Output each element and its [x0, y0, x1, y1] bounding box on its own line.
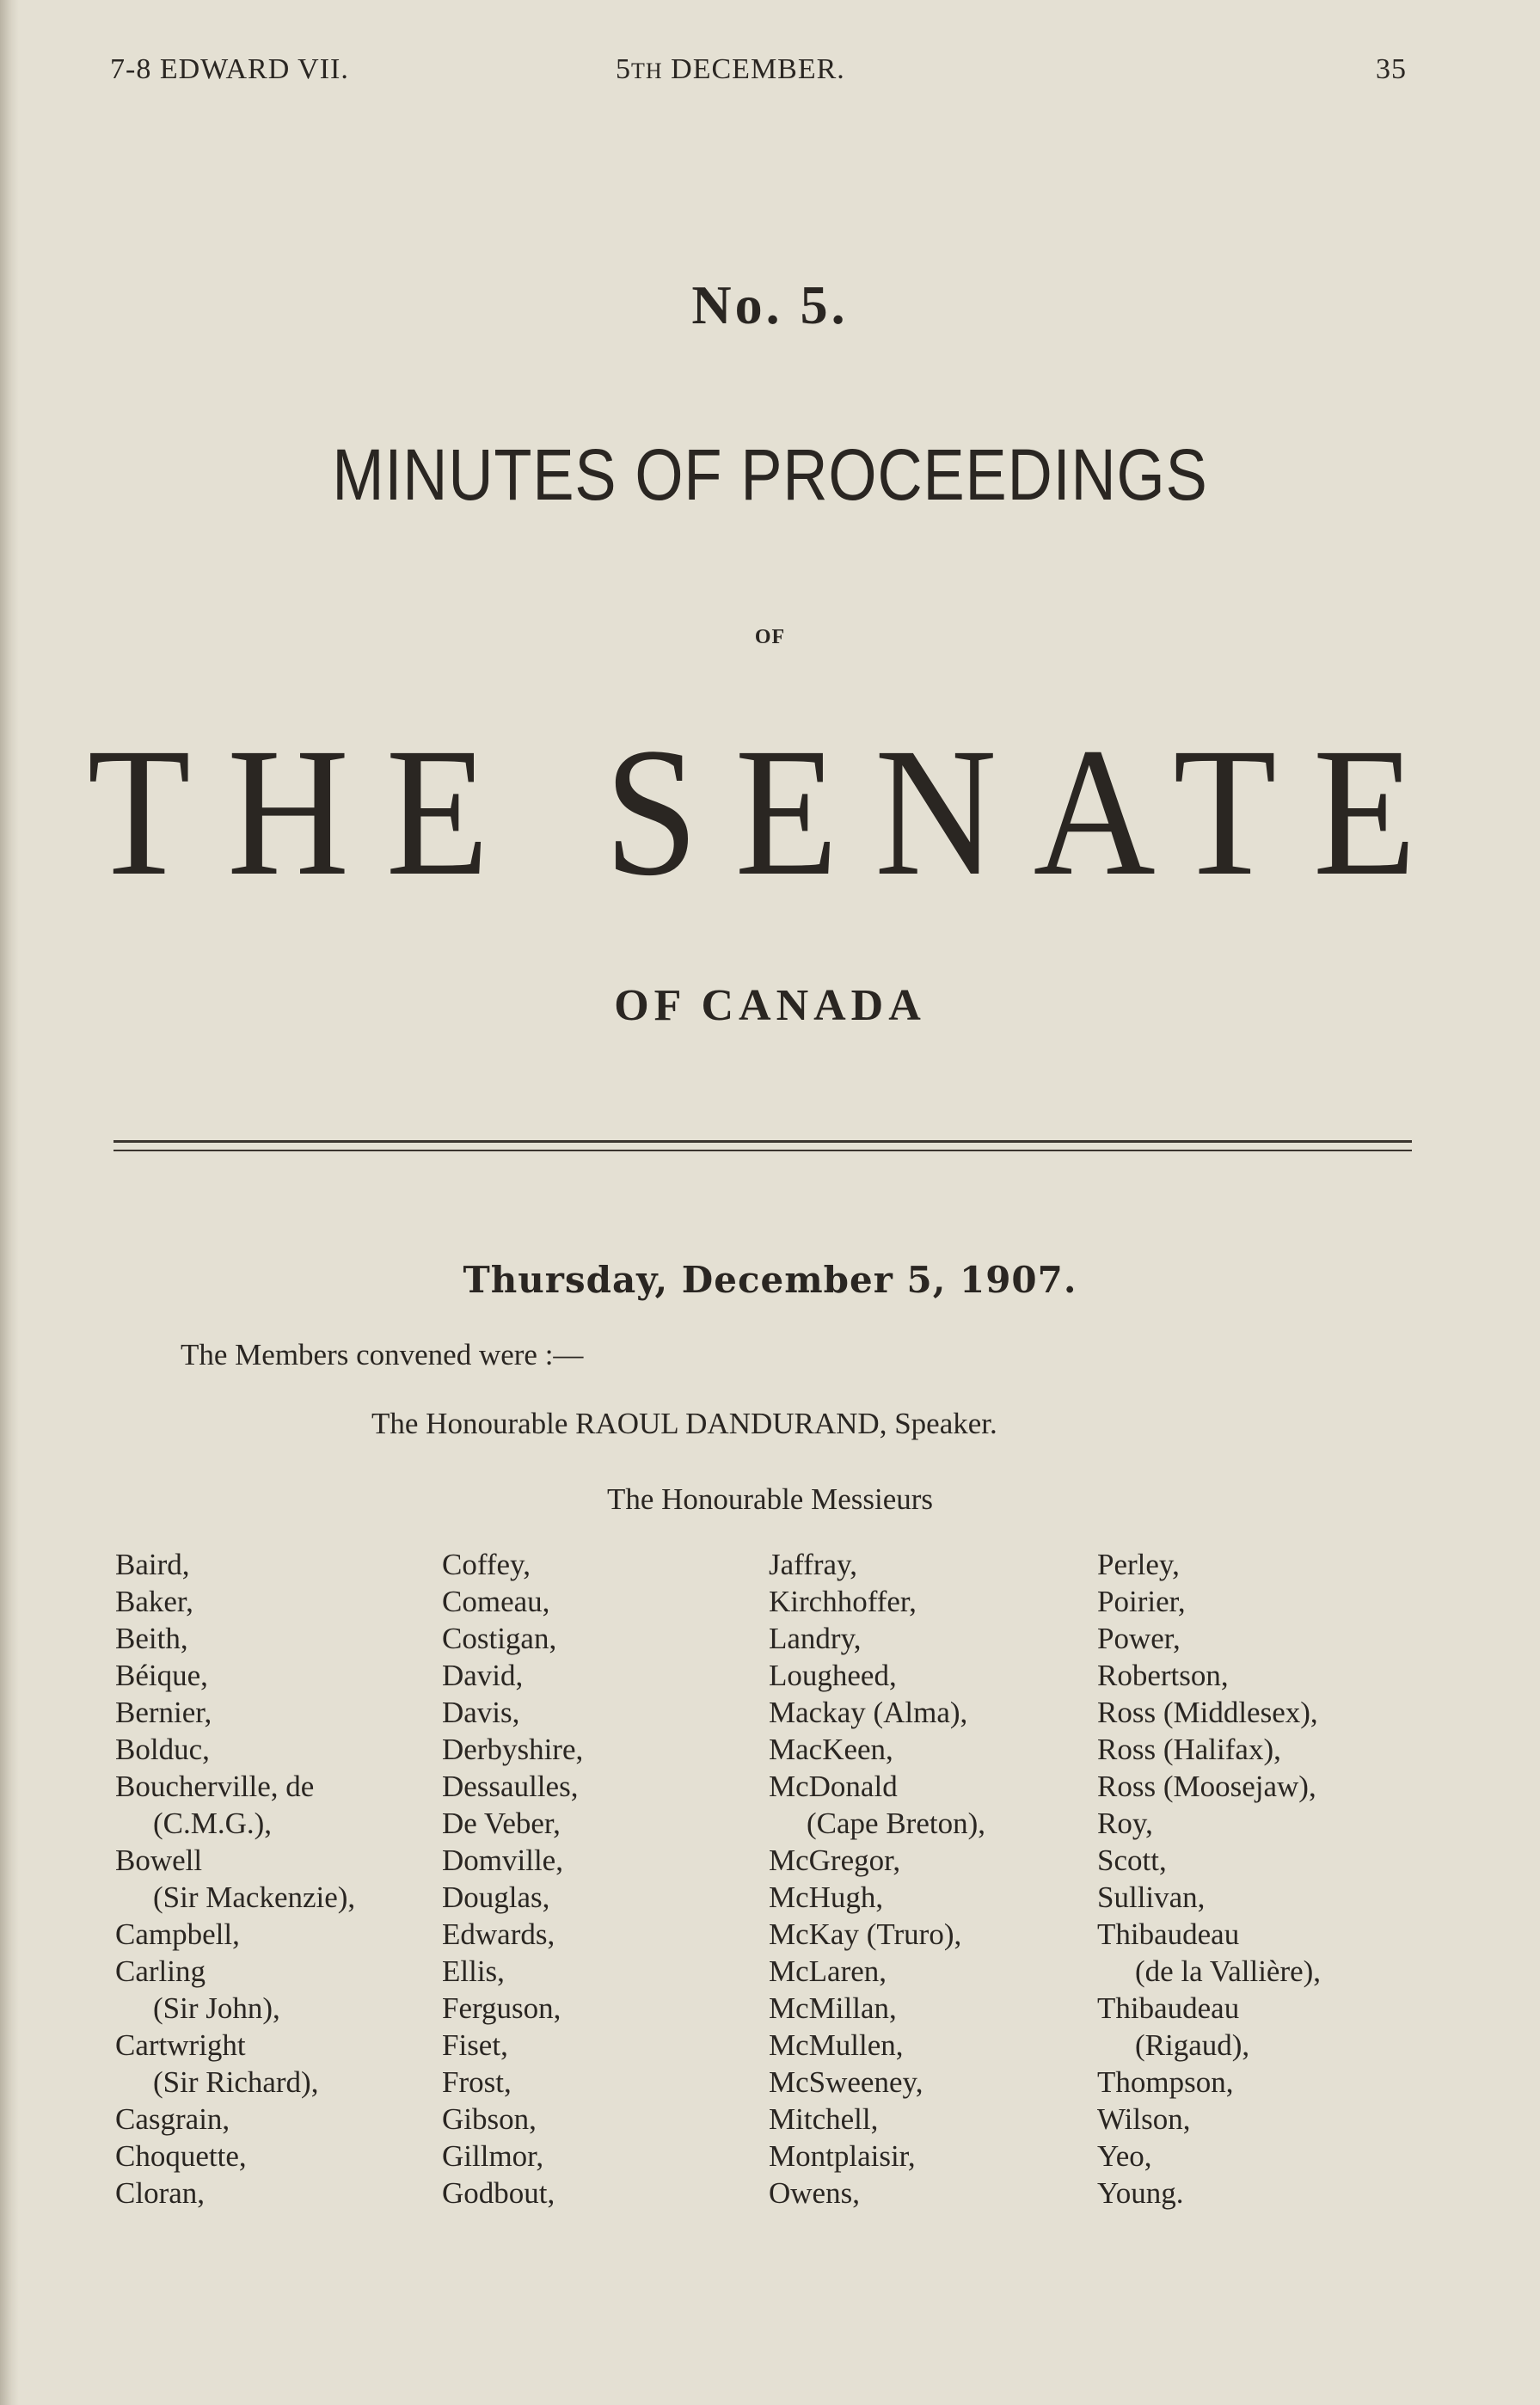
- member-name: McDonald: [769, 1770, 898, 1803]
- member-name: Young.: [1097, 2176, 1184, 2210]
- member-name: Landry,: [769, 1622, 862, 1655]
- running-head-day-suffix: TH: [631, 58, 663, 83]
- member-name: Choquette,: [115, 2139, 247, 2173]
- member-name: Power,: [1097, 1622, 1181, 1655]
- member-name: Ferguson,: [442, 1991, 561, 2025]
- member-name: Béique,: [115, 1659, 208, 1692]
- member-name: Jaffray,: [769, 1548, 858, 1581]
- member-name-continued: (Sir Mackenzie),: [153, 1880, 356, 1914]
- member-name: McSweeney,: [769, 2065, 923, 2099]
- member-name: Ross (Middlesex),: [1097, 1696, 1318, 1729]
- member-name: Thibaudeau: [1097, 1917, 1240, 1951]
- title-canada: OF CANADA: [614, 981, 926, 1030]
- member-name: Wilson,: [1097, 2102, 1191, 2136]
- member-name: Domville,: [442, 1844, 563, 1877]
- member-name: Robertson,: [1097, 1659, 1229, 1692]
- member-name: Mackay (Alma),: [769, 1696, 968, 1729]
- member-name: Coffey,: [442, 1548, 531, 1581]
- member-name: David,: [442, 1659, 524, 1692]
- running-head-day: 5: [616, 53, 631, 85]
- member-name: McGregor,: [769, 1844, 901, 1877]
- member-name: McKay (Truro),: [769, 1917, 962, 1951]
- member-name: Frost,: [442, 2065, 512, 2099]
- members-column-1: [115, 1546, 355, 2212]
- members-column-3: [769, 1546, 985, 2212]
- member-name: Costigan,: [442, 1622, 557, 1655]
- member-name: Casgrain,: [115, 2102, 230, 2136]
- member-name: Cartwright: [115, 2028, 246, 2062]
- member-name: Bowell: [115, 1844, 203, 1877]
- member-name: Owens,: [769, 2176, 860, 2210]
- member-name: MacKeen,: [769, 1733, 893, 1766]
- member-name: Thibaudeau: [1097, 1991, 1240, 2025]
- member-name: Thompson,: [1097, 2065, 1234, 2099]
- member-name: McLaren,: [769, 1954, 887, 1988]
- title-senate: THE SENATE: [87, 710, 1453, 914]
- member-name-continued: (Cape Breton),: [807, 1807, 985, 1840]
- title-minutes: MINUTES OF PROCEEDINGS: [332, 434, 1208, 515]
- member-name: De Veber,: [442, 1807, 561, 1840]
- member-name: Godbout,: [442, 2176, 555, 2210]
- member-name: Carling: [115, 1954, 206, 1988]
- member-name: Davis,: [442, 1696, 520, 1729]
- member-name: Bernier,: [115, 1696, 212, 1729]
- convened-line: The Members convened were :—: [181, 1338, 584, 1371]
- member-name: Mitchell,: [769, 2102, 879, 2136]
- member-name: Edwards,: [442, 1917, 555, 1951]
- member-name: Beith,: [115, 1622, 188, 1655]
- member-name: McMillan,: [769, 1991, 897, 2025]
- member-name: Lougheed,: [769, 1659, 897, 1692]
- messieurs-heading: The Honourable Messieurs: [606, 1482, 934, 1516]
- member-name: Poirier,: [1097, 1585, 1186, 1618]
- member-name: Derbyshire,: [442, 1733, 584, 1766]
- member-name: Gibson,: [442, 2102, 537, 2136]
- double-rule-top: [114, 1140, 1412, 1143]
- member-name: McHugh,: [769, 1880, 884, 1914]
- page-spine-shadow: [0, 0, 19, 2405]
- member-name: Dessaulles,: [442, 1770, 579, 1803]
- running-head-month: DECEMBER.: [671, 53, 845, 85]
- double-rule-bottom: [114, 1150, 1412, 1151]
- member-name: Cloran,: [115, 2176, 206, 2210]
- member-name: Baird,: [115, 1548, 190, 1581]
- member-name: Bolduc,: [115, 1733, 210, 1766]
- members-column-2: [442, 1546, 583, 2212]
- member-name: Montplaisir,: [769, 2139, 916, 2173]
- running-head-date: [616, 53, 845, 86]
- member-name: Ross (Halifax),: [1097, 1733, 1281, 1766]
- member-name-continued: (Rigaud),: [1135, 2028, 1250, 2062]
- members-column-4: [1097, 1546, 1321, 2212]
- document-number: No. 5.: [691, 274, 849, 335]
- member-name: Ellis,: [442, 1954, 505, 1988]
- page-number: 35: [1376, 53, 1407, 85]
- member-name: Campbell,: [115, 1917, 240, 1951]
- member-name: Gillmor,: [442, 2139, 544, 2173]
- member-name: Douglas,: [442, 1880, 550, 1914]
- member-name: Baker,: [115, 1585, 193, 1618]
- member-name-continued: (de la Vallière),: [1135, 1954, 1322, 1988]
- member-name: Boucherville, de: [115, 1770, 315, 1803]
- member-name-continued: (Sir John),: [153, 1991, 280, 2025]
- member-name: Sullivan,: [1097, 1880, 1206, 1914]
- member-name: Yeo,: [1097, 2139, 1152, 2173]
- member-name: Comeau,: [442, 1585, 550, 1618]
- member-name: Fiset,: [442, 2028, 508, 2062]
- member-name: Perley,: [1097, 1548, 1180, 1581]
- speaker-line: The Honourable RAOUL DANDURAND, Speaker.: [371, 1407, 997, 1440]
- member-name-continued: (C.M.G.),: [153, 1807, 273, 1840]
- member-name: Ross (Moosejaw),: [1097, 1770, 1316, 1803]
- member-name: Roy,: [1097, 1807, 1153, 1840]
- member-name: McMullen,: [769, 2028, 904, 2062]
- member-name: Kirchhoffer,: [769, 1585, 917, 1618]
- member-name-continued: (Sir Richard),: [153, 2065, 319, 2099]
- running-head-left: 7-8 EDWARD VII.: [110, 53, 349, 85]
- session-date: Thursday, December 5, 1907.: [463, 1259, 1077, 1301]
- title-of: OF: [754, 626, 786, 648]
- member-name: Scott,: [1097, 1844, 1167, 1877]
